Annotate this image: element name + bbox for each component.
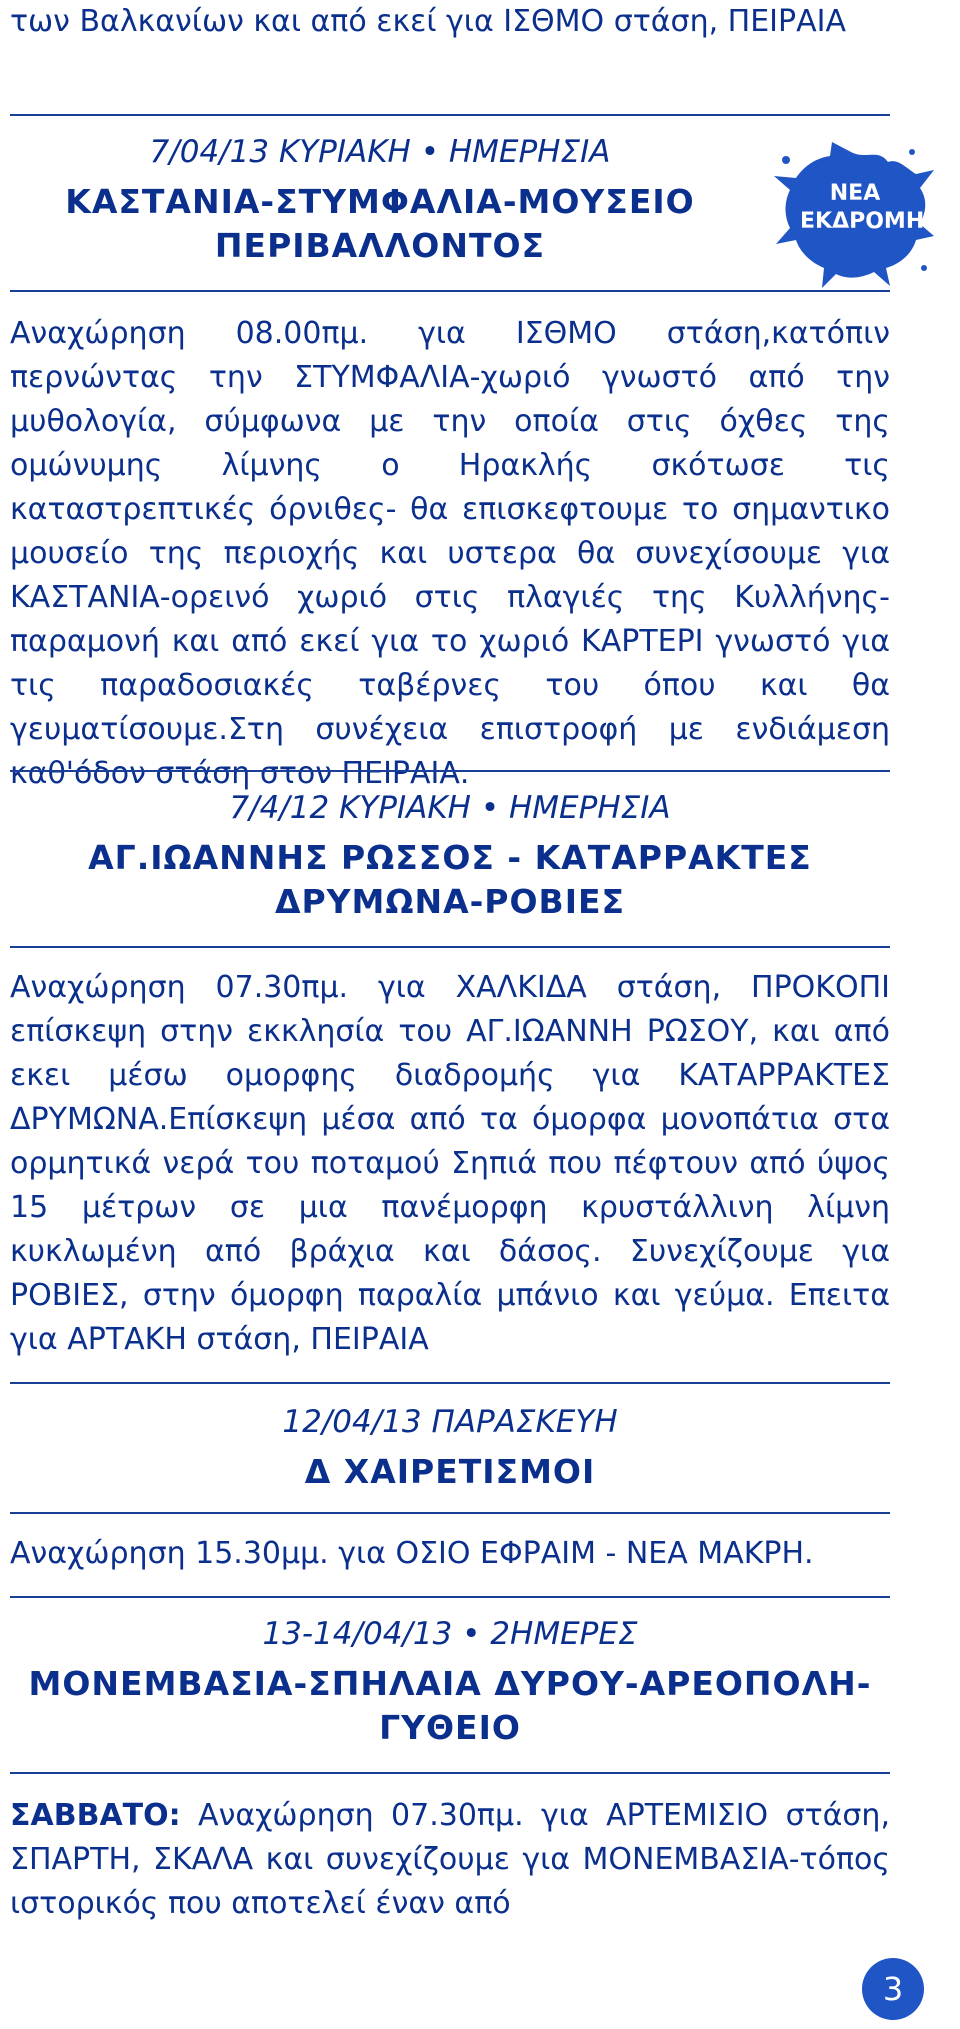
- divider: [10, 1596, 890, 1598]
- trip-title-line2: ΠΕΡΙΒΑΛΛΟΝΤΟΣ: [214, 226, 546, 265]
- trip-description: Αναχώρηση 08.00πμ. για ΙΣΘΜΟ στάση,κατόπιν περνώντας την ΣΤΥΜΦΑΛΙΑ-χωριό γνωστό από την μυθολογία, σύμφωνα με την οποία στις όχθες της ομώνυμης λίμνης ο Ηρακλής σκότωσε τις καταστρεπτικές όρνιθες- θα επισκεφτουμε το σημαντικο μουσείο της περιοχής και υστερα θα συνεχίσουμε για ΚΑΣΤΑΝΙΑ-ορεινό χωριό στις πλαγιές της Κυλλήνης- παραμονή και από εκεί για το χωριό ΚΑΡΤΕΡΙ γνωστό για τις παραδοσιακές ταβέρνες του όπου και θα γευματίσουμε.Στη συνέχεια επιστροφή με ενδιάμεση καθ'όδον στάση στον ΠΕΙΡΑΙΑ.: [10, 316, 890, 791]
- trip-date: 7/04/13 ΚΥΡΙΑΚΗ • ΗΜΕΡΗΣΙΑ: [149, 134, 611, 170]
- divider: [10, 114, 890, 116]
- intro-line: των Βαλκανίων και από εκεί για ΙΣΘΜΟ στάση, ΠΕΙΡΑΙΑ: [10, 4, 847, 39]
- trip-title-line1: Δ ΧΑΙΡΕΤΙΣΜΟΙ: [304, 1452, 596, 1491]
- trip-date: 7/4/12 ΚΥΡΙΑΚΗ • ΗΜΕΡΗΣΙΑ: [229, 790, 671, 826]
- divider: [10, 1772, 890, 1774]
- trip-title-line1: ΑΓ.ΙΩΑΝΝΗΣ ΡΩΣΣΟΣ - ΚΑΤΑΡΡΑΚΤΕΣ: [88, 838, 812, 877]
- day-label: ΣΑΒΒΑΤΟ:: [10, 1798, 181, 1833]
- badge-line2: ΕΚΔΡΟΜΗ: [800, 209, 925, 234]
- badge-line1: ΝΕΑ: [829, 181, 881, 206]
- badge-label: [800, 180, 925, 236]
- divider: [10, 1512, 890, 1514]
- divider: [10, 290, 890, 292]
- trip-title-line2: ΔΡΥΜΩΝΑ-ΡΟΒΙΕΣ: [274, 882, 626, 921]
- trip-description: Αναχώρηση 15.30μμ. για ΟΣΙΟ ΕΦΡΑΙΜ - ΝΕΑ ΜΑΚΡΗ.: [10, 1536, 814, 1571]
- trip-title-line1: ΜΟΝΕΜΒΑΣΙΑ-ΣΠΗΛΑΙΑ ΔΥΡΟΥ-ΑΡΕΟΠΟΛΗ-: [28, 1664, 872, 1703]
- trip-date: 13-14/04/13 • 2ΗΜΕΡΕΣ: [262, 1616, 638, 1652]
- trip-title-line1: ΚΑΣΤΑΝΙΑ-ΣΤΥΜΦΑΛΙΑ-ΜΟΥΣΕΙΟ: [65, 182, 695, 221]
- trip-title-line2: ΓΥΘΕΙΟ: [379, 1708, 521, 1747]
- divider: [10, 770, 890, 772]
- divider: [10, 946, 890, 948]
- divider: [10, 1382, 890, 1384]
- day-text: Αναχώρηση 07.30πμ. για ΑΡΤΕΜΙΣΙΟ στάση, ΣΠΑΡΤΗ, ΣΚΑΛΑ και συνεχίζουμε για ΜΟΝΕΜΒΑΣΙΑ-τόπος ιστορικός που αποτελεί έναν από: [10, 1798, 890, 1921]
- page-number: 3: [862, 1958, 924, 2020]
- trip-date: 12/04/13 ΠΑΡΑΣΚΕΥΗ: [282, 1404, 618, 1440]
- trip-description: [10, 1794, 890, 1926]
- trip-description: Αναχώρηση 07.30πμ. για ΧΑΛΚΙΔΑ στάση, ΠΡΟΚΟΠΙ επίσκεψη στην εκκλησία του ΑΓ.ΙΩΑΝΝΗ ΡΩΣΟΥ, και από εκει μέσω ομορφης διαδρομής για ΚΑΤΑΡΡΑΚΤΕΣ ΔΡΥΜΩΝΑ.Επίσκεψη μέσα από τα όμορφα μονοπάτια στα ορμητικά νερά του ποταμού Σηπιά που πέφτουν από ύψος 15 μέτρων σε μια πανέμορφη κρυστάλλινη λίμνη κυκλωμένη από βράχια και δάσος. Συνεχίζουμε για ΡΟΒΙΕΣ, στην όμορφη παραλία μπάνιο και γεύμα. Επειτα για ΑΡΤΑΚΗ στάση, ΠΕΙΡΑΙΑ: [10, 970, 890, 1357]
